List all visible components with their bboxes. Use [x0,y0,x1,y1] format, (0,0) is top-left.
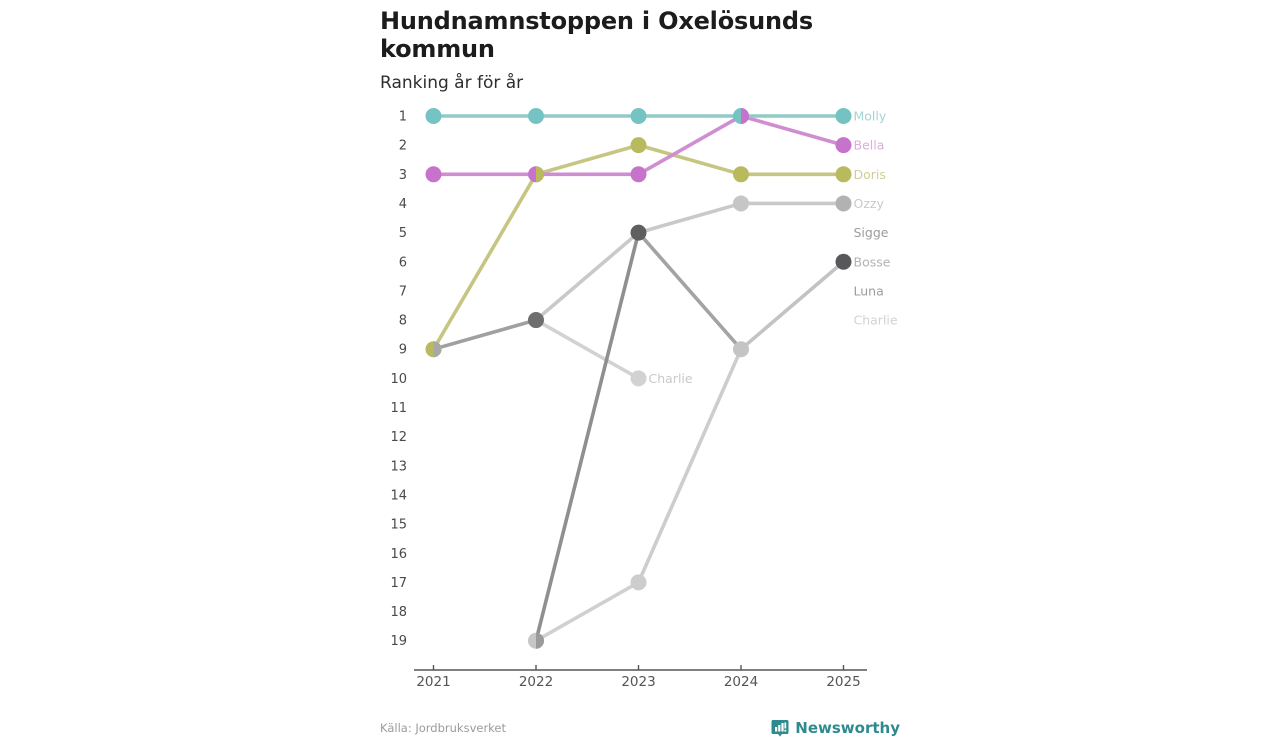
rank-label-14: 14 [390,488,407,504]
rank-label-11: 11 [390,401,407,416]
chart-figure [380,0,900,737]
rank-label-18: 18 [390,605,407,621]
bump-chart [380,93,900,695]
rank-label-16: 16 [390,546,407,562]
end-label-bella: Bella [853,137,885,153]
x-tick-label-2023: 2023 [621,674,656,690]
rank-label-19: 19 [390,634,407,650]
newsworthy-wordmark: Newsworthy [795,719,900,737]
end-label-doris: Doris [853,166,886,182]
point-ozzy-2025 [836,195,852,211]
bump-chart-container [380,93,900,699]
segment-ozzy-4 [536,233,639,320]
rank-label-4: 4 [398,196,407,212]
rank-label-7: 7 [398,284,407,300]
rank-label-13: 13 [390,459,407,475]
segment-ozzy-5 [639,203,742,232]
logo-exclaim-stem [785,723,787,729]
segment-luna-0 [536,582,639,640]
segment-bosse-8 [639,233,742,350]
point-luna-2023 [631,574,647,590]
segment-charlie-3 [536,320,639,378]
point-molly-2023 [631,108,647,124]
end-label-molly: Molly [853,108,887,124]
point-ozzy-2024 [733,195,749,211]
point-bella-2025 [836,137,852,153]
logo-bar-2 [778,725,780,732]
segment-doris-11 [536,145,639,174]
point-doris-2025 [836,166,852,182]
segment-doris-12 [639,145,742,174]
logo-bar-1 [775,727,777,732]
x-tick-label-2024: 2024 [723,674,759,690]
point-ozzy+charlie-2022 [528,312,544,328]
x-tick-label-2022: 2022 [518,674,554,690]
chart-footer [380,719,900,737]
end-label-ozzy: Ozzy [853,195,884,211]
logo-bar-3 [782,723,784,732]
point-half-doris+charlie-2021 [434,341,442,357]
segment-bella-16 [639,116,742,174]
newsworthy-logo-icon [771,719,789,737]
point-half-molly+bella-2024 [741,108,749,124]
source-label: Källa: Jordbruksverket [380,721,507,735]
x-tick-label-2021: 2021 [416,674,451,690]
rank-label-10: 10 [390,371,407,387]
rank-label-2: 2 [398,138,407,154]
point-luna-2024 [733,341,749,357]
point-molly-2025 [836,108,852,124]
rank-label-9: 9 [398,342,407,358]
point-molly-2022 [528,108,544,124]
end-label-bosse: Bosse [853,254,891,270]
logo-exclaim-dot [785,730,787,732]
end-label-sigge: Sigge [853,225,889,241]
newsworthy-brand[interactable] [771,719,900,737]
rank-label-17: 17 [390,575,407,591]
x-tick-label-2025: 2025 [826,674,861,690]
point-doris-2023 [631,137,647,153]
point-half-bella+doris-2022 [536,166,544,182]
point-bella-2021 [426,166,442,182]
segment-bosse-7 [536,233,639,641]
rank-label-8: 8 [398,313,407,329]
point-bella-2023 [631,166,647,182]
point-charlie-2023 [631,370,647,386]
chart-subtitle: Ranking år för år [380,73,524,93]
mid-label-charlie: Charlie [648,370,693,386]
rank-label-12: 12 [390,430,407,446]
rank-label-6: 6 [398,255,407,271]
rank-label-3: 3 [398,167,407,183]
chart-title: Hundnamnstoppen i Oxelösunds kommun [380,7,813,63]
point-ozzy+bosse-2023 [631,225,647,241]
rank-label-1: 1 [398,109,407,125]
end-label-luna: Luna [853,283,884,299]
rank-label-15: 15 [390,517,407,533]
rank-label-5: 5 [398,226,407,242]
point-bosse-2025 [836,254,852,270]
point-doris-2024 [733,166,749,182]
end-label-charlie: Charlie [853,312,898,328]
point-molly-2021 [426,108,442,124]
segment-bosse-9 [741,262,844,349]
segment-bella-17 [741,116,844,145]
